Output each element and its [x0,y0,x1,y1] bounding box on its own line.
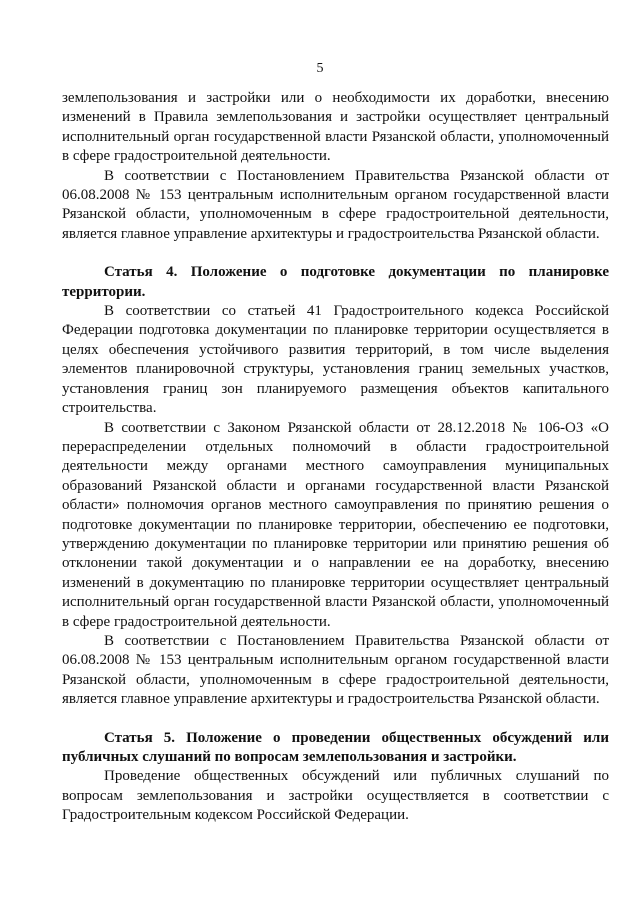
article-5-heading: Статья 5. Положение о проведении общественных обсуждений или публичных слушаний по вопросам землепользования и застройки. [62,729,609,765]
page-number: 5 [316,61,324,76]
article-4-heading: Статья 4. Положение о подготовке документации по планировке территории. [62,264,609,300]
section-gap [62,710,609,729]
section-gap [62,244,609,263]
paragraph-resolution-153-repeat: В соответствии с Постановлением Правительства Рязанской области от 06.08.2008 № 153 центральным исполнительным органом государственной власти Рязанской области, уполномоченным в сфере градостроительной деятельности, является главное управление архитектуры и градостроительства Рязанской области. [62,632,609,708]
paragraph-resolution-153: В соответствии с Постановлением Правительства Рязанской области от 06.08.2008 № 153 центральным исполнительным органом государственной власти Рязанской области, уполномоченным в сфере градостроительной деятельности, является главное управление архитектуры и градостроительства Рязанской области. [62,167,609,242]
paragraph-continuation: землепользования и застройки или о необходимости их доработки, внесению изменений в Правила землепользования и застройки осуществляет центральный исполнительный орган государственной власти Рязанской области, уполномоченный в сфере градостроительной деятельности. [62,90,609,165]
paragraph-article-41: В соответствии со статьей 41 Градостроительного кодекса Российской Федерации подготовка документации по планировке территории осуществляется в целях обеспечения устойчивого развития территорий, в том числе выделения элементов планировочной структуры, установления границ земельных участков, установления границ зон планируемого размещения объектов капитального строительства. [62,303,609,417]
paragraph-public-hearings: Проведение общественных обсуждений или публичных слушаний по вопросам землепользования и застройки осуществляется в соответствии с Градостроительным кодексом Российской Федерации. [62,768,609,824]
document-body [62,89,609,826]
paragraph-law-106-oz: В соответствии с Законом Рязанской области от 28.12.2018 № 106-ОЗ «О перераспределении отдельных полномочий в области градостроительной деятельности между органами местного самоуправления муниципальных образований Рязанской области и органами государственной власти Рязанской области» полномочия органов местного самоуправления по принятию решения о подготовке документации по планировке территории, обеспечению ее подготовки, утверждению документации по планировке территории или принятию решения об отклонении такой документации и о направлении ее на доработку, внесению изменений в документацию по планировке территории осуществляет центральный исполнительный орган государственной власти Рязанской области, уполномоченный в сфере градостроительной деятельности. [62,419,609,630]
